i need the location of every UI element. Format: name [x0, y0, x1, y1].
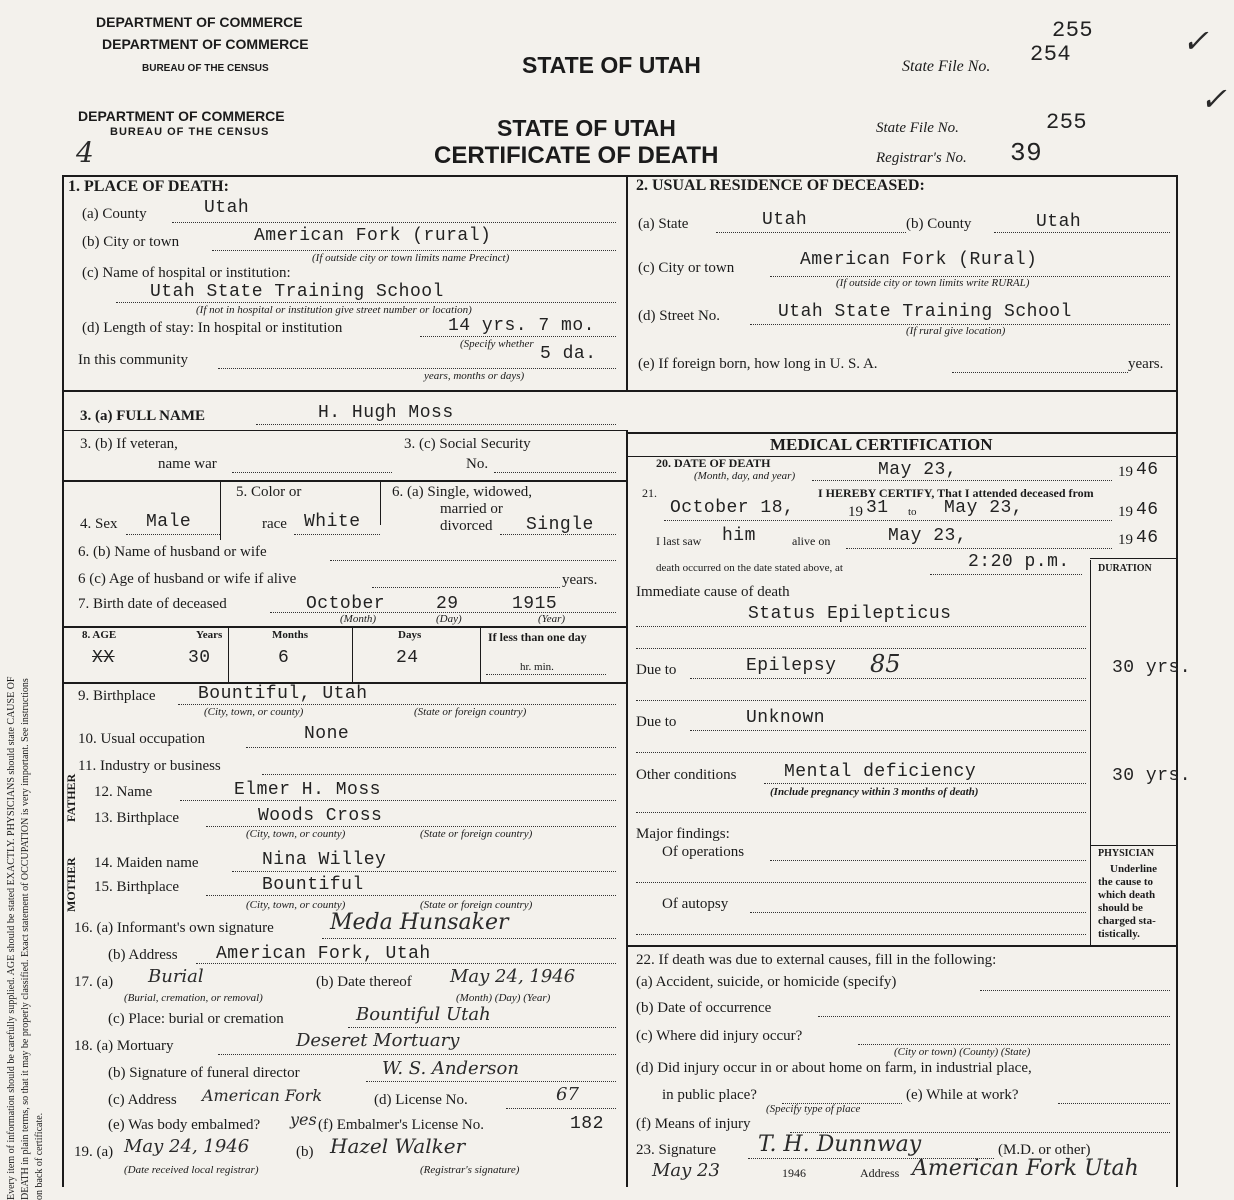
s18-director-signature[interactable]: W. S. Anderson — [382, 1058, 519, 1079]
s2-city-label: (c) City or town — [638, 260, 734, 277]
s1-stay-note: (Specify whether — [460, 338, 534, 350]
s8-days-label: Days — [398, 629, 421, 641]
s16-inf-label: 16. (a) Informant's own signature — [74, 920, 274, 937]
s17-date-label: (b) Date thereof — [316, 974, 412, 991]
med-ops-label: Of operations — [662, 844, 744, 861]
ext-sig-date[interactable]: May 23 — [652, 1160, 720, 1181]
phys-text-2: which death — [1098, 889, 1155, 901]
s19-date-note: (Date received local registrar) — [124, 1164, 259, 1176]
med-from-value[interactable]: October 18, — [670, 498, 794, 518]
med-saw-label: I last saw — [656, 534, 701, 549]
med-immediate-value[interactable]: Status Epilepticus — [748, 604, 951, 624]
s17-date-value[interactable]: May 24, 1946 — [450, 966, 575, 987]
s18-address-value[interactable]: American Fork — [202, 1086, 322, 1105]
s2-street-note: (If rural give location) — [906, 325, 1005, 337]
s1-hosp-value[interactable]: Utah State Training School — [150, 282, 444, 302]
s18-mortuary-value[interactable]: Deseret Mortuary — [296, 1030, 459, 1051]
s2-county-value[interactable]: Utah — [1036, 212, 1081, 232]
s17-place-value[interactable]: Bountiful Utah — [356, 1004, 491, 1025]
ext-d2: in public place? — [662, 1087, 757, 1104]
top-dept-1: DEPARTMENT OF COMMERCE — [96, 14, 303, 30]
s13-bp-label: 13. Birthplace — [94, 810, 179, 827]
s2-foreign-label: (e) If foreign born, how long in U. S. A. — [638, 356, 878, 373]
ext-d-note: (Specify type of place — [766, 1103, 860, 1115]
s2-street-value[interactable]: Utah State Training School — [778, 302, 1072, 322]
check-mark-1: ✓ — [1182, 22, 1209, 60]
s4-spouse-label: 6. (b) Name of husband or wife — [78, 544, 267, 561]
s3-name-label: 3. (a) FULL NAME — [80, 408, 205, 425]
s10-occ-label: 10. Usual occupation — [78, 731, 205, 748]
ext-e: (e) While at work? — [906, 1087, 1019, 1104]
registrar-no: 39 — [1010, 138, 1042, 168]
med-due2-value[interactable]: Unknown — [746, 708, 825, 728]
s1-city-note: (If outside city or town limits name Precinct) — [312, 252, 509, 264]
s13-bp-value[interactable]: Woods Cross — [258, 806, 382, 826]
s9-bp-value[interactable]: Bountiful, Utah — [198, 684, 368, 704]
med-duration-label: DURATION — [1098, 563, 1152, 574]
ext-title: 22. If death was due to external causes, fill in the following: — [636, 952, 996, 969]
s18-emb-license-value[interactable]: 182 — [570, 1114, 604, 1134]
s9-bp-note: (City, town, or county) — [204, 706, 303, 718]
med-title: MEDICAL CERTIFICATION — [770, 435, 992, 455]
s1-county-label: (a) County — [82, 206, 147, 223]
s4-year-note: (Year) — [538, 613, 565, 625]
s17-burial-label: 17. (a) — [74, 974, 113, 991]
certificate-title: CERTIFICATE OF DEATH — [434, 142, 718, 170]
med-to-value[interactable]: May 23, — [944, 498, 1023, 518]
s8-years-value[interactable]: 30 — [188, 648, 211, 668]
s1-community-value[interactable]: 5 da. — [540, 344, 597, 364]
s1-city-label: (b) City or town — [82, 234, 179, 251]
s19-sig-note: (Registrar's signature) — [420, 1164, 519, 1176]
s8-hrmin: hr. min. — [520, 661, 554, 673]
ext-c: (c) Where did injury occur? — [636, 1028, 802, 1045]
top-file-no-2: 254 — [1030, 42, 1071, 67]
s8-days-value[interactable]: 24 — [396, 648, 419, 668]
s4-birth-label: 7. Birth date of deceased — [78, 596, 227, 613]
bureau-label: BUREAU OF THE CENSUS — [110, 126, 269, 138]
s16-addr-label: (b) Address — [108, 947, 178, 964]
s12-name-label: 12. Name — [94, 784, 152, 801]
s18-license-value[interactable]: 67 — [556, 1084, 579, 1105]
s4-spouse-age-label: 6 (c) Age of husband or wife if alive — [78, 571, 296, 588]
ext-signature[interactable]: T. H. Dunnway — [758, 1132, 921, 1157]
med-dod-note: (Month, day, and year) — [694, 470, 795, 482]
s8-age-label: 8. AGE — [82, 629, 116, 641]
s3-ss-label-2: No. — [466, 456, 488, 473]
med-to-label: to — [908, 506, 917, 518]
s4-color-label: 5. Color or — [236, 484, 301, 501]
side-instructions-line-3: on back of certificate. — [34, 1113, 45, 1200]
s18-address-label: (c) Address — [108, 1092, 177, 1109]
ext-addr-value[interactable]: American Fork Utah — [912, 1156, 1139, 1181]
med-occurred-time[interactable]: 2:20 p.m. — [968, 552, 1070, 572]
s8-less-label: If less than one day — [488, 630, 587, 645]
file-no: 255 — [1046, 110, 1087, 135]
s18-embalmed-value[interactable]: yes — [290, 1110, 317, 1129]
s2-street-label: (d) Street No. — [638, 308, 720, 325]
s4-month-note: (Month) — [340, 613, 376, 625]
s4-birth-day[interactable]: 29 — [436, 594, 459, 614]
phys-text-5: tistically. — [1098, 928, 1140, 940]
med-due1-mark: 85 — [870, 650, 901, 678]
s1-title: 1. PLACE OF DEATH: — [68, 178, 229, 196]
s15-bp-value[interactable]: Bountiful — [262, 875, 364, 895]
s19-label: 19. (a) — [74, 1144, 113, 1161]
mother-side-label: MOTHER — [64, 857, 79, 912]
top-file-no-1: 255 — [1052, 18, 1093, 43]
med-other-label: Other conditions — [636, 767, 736, 784]
s19-b-label: (b) — [296, 1144, 314, 1161]
s4-sex-value[interactable]: Male — [146, 512, 191, 532]
s8-xx: XX — [92, 648, 115, 668]
ext-sig-year: 1946 — [782, 1166, 806, 1181]
registrar-label: Registrar's No. — [876, 150, 967, 167]
s4-birth-year[interactable]: 1915 — [512, 594, 557, 614]
s4-marital-label-2: married or — [440, 501, 503, 518]
med-due1-value[interactable]: Epilepsy — [746, 656, 836, 676]
s1-stay-value[interactable]: 14 yrs. 7 mo. — [448, 316, 595, 336]
father-side-label: FATHER — [64, 774, 79, 822]
ext-f: (f) Means of injury — [636, 1116, 751, 1133]
s18-mortuary-label: 18. (a) Mortuary — [74, 1038, 174, 1055]
med-21-label: 21. — [642, 486, 657, 501]
s2-city-note: (If outside city or town limits write RURAL) — [836, 277, 1029, 289]
check-mark-2: ✓ — [1200, 80, 1227, 118]
med-saw-19: 19 — [1118, 532, 1133, 549]
med-other-duration[interactable]: 30 yrs. — [1112, 766, 1191, 786]
s3-name-value[interactable]: H. Hugh Moss — [318, 403, 454, 423]
med-dod-19: 19 — [1118, 464, 1133, 481]
med-due2-label: Due to — [636, 714, 676, 731]
med-other-value[interactable]: Mental deficiency — [784, 762, 976, 782]
med-due1-label: Due to — [636, 662, 676, 679]
s17-date-note: (Month) (Day) (Year) — [456, 992, 550, 1004]
s9-bp-label: 9. Birthplace — [78, 688, 155, 705]
s18-emb-license-label: (f) Embalmer's License No. — [318, 1117, 484, 1134]
s1-stay-label: (d) Length of stay: In hospital or institution — [82, 320, 342, 337]
s14-maiden-label: 14. Maiden name — [94, 855, 199, 872]
ext-sig-label: 23. Signature — [636, 1142, 716, 1159]
s4-birth-month[interactable]: October — [306, 594, 385, 614]
ext-c-note: (City or town) (County) (State) — [894, 1046, 1030, 1058]
s2-state-label: (a) State — [638, 216, 688, 233]
s8-years-label: Years — [196, 629, 222, 641]
med-from-19: 19 — [848, 504, 863, 521]
s2-county-label: (b) County — [906, 216, 971, 233]
ext-md-label: (M.D. or other) — [998, 1142, 1090, 1159]
s3-vet-label-2: name war — [158, 456, 217, 473]
ext-d: (d) Did injury occur in or about home on farm, in industrial place, — [636, 1060, 1032, 1077]
file-label: State File No. — [876, 120, 959, 137]
med-dod-label: 20. DATE OF DEATH — [656, 456, 770, 471]
state-title: STATE OF UTAH — [497, 115, 676, 142]
phys-text-3: should be — [1098, 902, 1143, 914]
s19-date-value[interactable]: May 24, 1946 — [124, 1136, 249, 1157]
s9-bp-note-2: (State or foreign country) — [414, 706, 526, 718]
phys-text-4: charged sta- — [1098, 915, 1156, 927]
s1-county-value[interactable]: Utah — [204, 198, 249, 218]
s19-registrar-signature[interactable]: Hazel Walker — [330, 1134, 465, 1158]
s4-day-note: (Day) — [436, 613, 462, 625]
s4-marital-label: 6. (a) Single, widowed, — [392, 484, 532, 501]
s1-community-note: years, months or days) — [424, 370, 524, 382]
s4-marital-value[interactable]: Single — [526, 515, 594, 535]
s1-hosp-label: (c) Name of hospital or institution: — [82, 265, 291, 282]
top-bureau: BUREAU OF THE CENSUS — [142, 63, 269, 74]
s15-bp-label: 15. Birthplace — [94, 879, 179, 896]
med-from-year[interactable]: 31 — [866, 498, 889, 518]
side-instructions — [0, 140, 60, 1187]
ext-a: (a) Accident, suicide, or homicide (specify) — [636, 974, 896, 991]
s13-bp-note: (City, town, or county) — [246, 828, 345, 840]
med-alive-on: alive on — [792, 534, 830, 549]
s16-addr-value[interactable]: American Fork, Utah — [216, 944, 431, 964]
med-dod-year[interactable]: 46 — [1136, 460, 1159, 480]
s2-state-value[interactable]: Utah — [762, 210, 807, 230]
dept-label: DEPARTMENT OF COMMERCE — [78, 108, 285, 124]
s8-months-label: Months — [272, 629, 308, 641]
s4-sex-label: 4. Sex — [80, 516, 118, 533]
s4-marital-label-3: divorced — [440, 518, 492, 535]
phys-text-1: the cause to — [1098, 876, 1153, 888]
med-saw-date[interactable]: May 23, — [888, 526, 967, 546]
s14-maiden-value[interactable]: Nina Willey — [262, 850, 386, 870]
s1-hosp-note: (If not in hospital or institution give street number or location) — [196, 304, 472, 316]
s4-race-label: race — [262, 516, 287, 533]
med-to-year[interactable]: 46 — [1136, 500, 1159, 520]
s16-inf-signature[interactable]: Meda Hunsaker — [330, 910, 509, 935]
side-instructions-line-2: DEATH in plain terms, so that it may be properly classified. Exact statement of OCCUPATION is very important. See instructions — [20, 678, 31, 1200]
s15-bp-note: (City, town, or county) — [246, 899, 345, 911]
s2-city-value[interactable]: American Fork (Rural) — [800, 250, 1037, 270]
phys-text-0: Underline — [1110, 863, 1157, 875]
med-due1-duration[interactable]: 30 yrs. — [1112, 658, 1191, 678]
s17-burial-note: (Burial, cremation, or removal) — [124, 992, 263, 1004]
med-dod-value[interactable]: May 23, — [878, 460, 957, 480]
s8-months-value[interactable]: 6 — [278, 648, 289, 668]
s3-ss-label: 3. (c) Social Security — [404, 436, 531, 453]
s1-community-label: In this community — [78, 352, 188, 369]
side-instructions-line-1: Every item of information should be carefully supplied. AGE should be stated EXACTLY. PHYSICIANS should state CAUSE OF — [6, 677, 17, 1200]
s18-license-label: (d) License No. — [374, 1092, 468, 1109]
s17-place-label: (c) Place: burial or cremation — [108, 1011, 284, 1028]
s11-ind-label: 11. Industry or business — [78, 758, 221, 775]
corner-mark: 4 — [76, 136, 94, 169]
s3-vet-label: 3. (b) If veteran, — [80, 436, 178, 453]
top-state: STATE OF UTAH — [522, 52, 701, 79]
s4-race-value[interactable]: White — [304, 512, 361, 532]
s4-spouse-age-end: years. — [562, 572, 597, 589]
top-dept-2: DEPARTMENT OF COMMERCE — [102, 36, 309, 52]
med-to-19: 19 — [1118, 504, 1133, 521]
med-occurred-label: death occurred on the date stated above, at — [656, 562, 843, 574]
med-saw-value[interactable]: him — [722, 526, 756, 546]
ext-b: (b) Date of occurrence — [636, 1000, 771, 1017]
s18-embalmed-label: (e) Was body embalmed? — [108, 1117, 260, 1134]
s2-foreign-end: years. — [1128, 356, 1163, 373]
med-certify-text: I HEREBY CERTIFY, That I attended deceased from — [818, 486, 1094, 501]
s12-name-value[interactable]: Elmer H. Moss — [234, 780, 381, 800]
s10-occ-value[interactable]: None — [304, 724, 349, 744]
s18-director-label: (b) Signature of funeral director — [108, 1065, 300, 1082]
med-saw-year[interactable]: 46 — [1136, 528, 1159, 548]
med-major-label: Major findings: — [636, 826, 730, 843]
med-other-note: (Include pregnancy within 3 months of death) — [770, 786, 978, 798]
phys-title: PHYSICIAN — [1098, 848, 1154, 859]
s13-bp-note-2: (State or foreign country) — [420, 828, 532, 840]
s17-burial-value[interactable]: Burial — [148, 966, 204, 987]
s1-city-value[interactable]: American Fork (rural) — [254, 226, 491, 246]
top-file-label: State File No. — [902, 58, 990, 76]
med-autopsy-label: Of autopsy — [662, 896, 728, 913]
med-immediate-label: Immediate cause of death — [636, 584, 790, 601]
ext-addr-label: Address — [860, 1166, 899, 1181]
s2-title: 2. USUAL RESIDENCE OF DECEASED: — [636, 177, 925, 195]
s15-bp-note-2: (State or foreign country) — [420, 899, 532, 911]
